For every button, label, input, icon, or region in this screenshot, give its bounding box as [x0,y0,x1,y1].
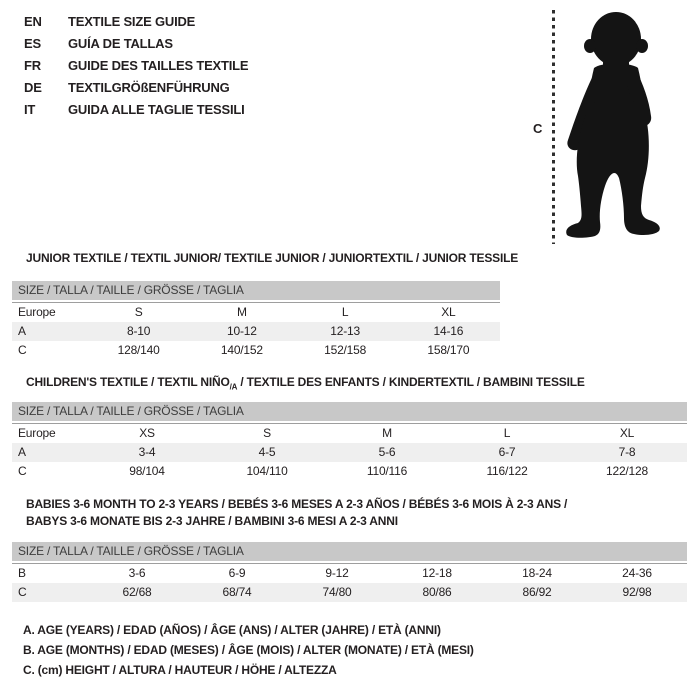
row-value: 24-36 [622,566,652,580]
row-label: C [18,464,27,478]
row-value: S [263,426,271,440]
row-value: 7-8 [618,445,636,459]
table-title-children [26,374,585,395]
table-rows [12,563,687,602]
language-item [24,99,248,121]
table-row [12,424,687,443]
language-item [24,11,248,33]
size-header-bar: SIZE / TALLA / TAILLE / GRÖSSE / TAGLIA [12,542,687,561]
title-text: BABYS 3-6 MONATE BIS 2-3 JAHRE / BAMBINI 3-6 MESI A 2-3 ANNI [26,514,398,528]
row-label: C [18,585,27,599]
row-value: 116/122 [486,464,528,478]
row-value: L [503,426,511,440]
language-item [24,33,248,55]
row-value: L [341,305,349,319]
title-text: BABIES 3-6 MONTH TO 2-3 YEARS / BEBÉS 3-6 MESES A 2-3 AÑOS / BÉBÉS 3-6 MOIS À 2-3 ANS / [26,497,568,511]
table-title-babies [26,496,567,530]
language-label: TEXTILGRÖßENFÜHRUNG [68,80,230,95]
row-value: 62/68 [122,585,152,599]
row-value: 86/92 [522,585,552,599]
size-header-bar: SIZE / TALLA / TAILLE / GRÖSSE / TAGLIA [12,281,500,300]
row-value: XS [139,426,155,440]
row-value: 9-12 [325,566,349,580]
row-value: 18-24 [522,566,552,580]
legend [23,620,474,680]
row-value: S [134,305,143,319]
language-label: GUÍA DE TALLAS [68,36,173,51]
height-measure-label: C [533,121,543,136]
row-value: 3-4 [138,445,156,459]
size-table-children [12,374,687,486]
language-code: IT [24,102,36,117]
row-value: 74/80 [322,585,352,599]
language-item [24,77,248,99]
table-title-line [26,250,518,267]
legend-item: B. AGE (MONTHS) / EDAD (MESES) / ÂGE (MOIS) / ALTER (MONATE) / ETÀ (MESI) [23,643,474,657]
row-value: 128/140 [117,343,160,357]
row-value: M [382,426,392,440]
language-item [24,55,248,77]
title-subscript: /A [229,382,238,392]
title-text: CHILDREN'S TEXTILE / TEXTIL NIÑO [26,375,230,389]
row-value: 140/152 [220,343,263,357]
row-value: 3-6 [128,566,146,580]
row-value: 5-6 [378,445,396,459]
language-code: DE [24,80,42,95]
size-table-babies [12,496,687,608]
row-label: A [18,324,26,338]
row-label: Europe [18,426,56,440]
table-row [12,583,687,602]
row-label: Europe [18,305,56,319]
table-rows [12,423,687,481]
table-row [12,462,687,481]
row-label: A [18,445,26,459]
table-title-line [26,496,567,513]
table-title-line [26,374,585,395]
height-dashed-line [552,10,555,244]
legend-item: A. AGE (YEARS) / EDAD (AÑOS) / ÂGE (ANS) / ALTER (JAHRE) / ETÀ (ANNI) [23,623,441,637]
row-value: 6-7 [498,445,516,459]
row-value: 6-9 [228,566,246,580]
size-header-bar: SIZE / TALLA / TAILLE / GRÖSSE / TAGLIA [12,402,687,421]
baby-silhouette [556,8,668,244]
table-row [12,322,500,341]
title-text: / TEXTILE DES ENFANTS / KINDERTEXTIL / BAMBINI TESSILE [237,375,585,389]
table-title-line [26,513,567,530]
legend-item: C. (cm) HEIGHT / ALTURA / HAUTEUR / HÖHE / ALTEZZA [23,663,337,677]
row-value: 4-5 [258,445,276,459]
row-value: 158/170 [427,343,470,357]
row-value: 68/74 [222,585,252,599]
row-value: 98/104 [129,464,165,478]
title-text: JUNIOR TEXTILE / TEXTIL JUNIOR/ TEXTILE JUNIOR / JUNIORTEXTIL / JUNIOR TESSILE [26,251,519,265]
baby-head [591,12,641,66]
table-row [12,443,687,462]
row-value: 10-12 [227,324,257,338]
row-value: 152/158 [324,343,367,357]
table-row [12,341,500,360]
language-list [24,11,248,121]
table-row [12,564,687,583]
table-title-junior [26,250,518,267]
table-row [12,303,500,322]
row-value: 92/98 [622,585,652,599]
row-value: 8-10 [127,324,151,338]
language-label: GUIDA ALLE TAGLIE TESSILI [68,102,245,117]
row-value: XL [441,305,456,319]
size-table-junior [12,250,519,362]
row-value: 122/128 [606,464,648,478]
language-code: FR [24,58,41,73]
baby-ear-right [636,39,648,53]
row-value: 80/86 [422,585,452,599]
language-code: ES [24,36,41,51]
language-code: EN [24,14,42,29]
row-value: 104/110 [246,464,288,478]
baby-ear-left [584,39,596,53]
row-value: XL [619,426,635,440]
table-rows [12,302,500,360]
row-value: 110/116 [366,464,408,478]
row-value: 12-18 [422,566,452,580]
row-value: M [236,305,247,319]
row-value: 14-16 [433,324,464,338]
row-value: 12-13 [330,324,360,338]
row-label: B [18,566,26,580]
language-label: TEXTILE SIZE GUIDE [68,14,196,29]
language-label: GUIDE DES TAILLES TEXTILE [68,58,249,73]
row-label: C [18,343,27,357]
baby-silhouette-shape [566,12,660,238]
